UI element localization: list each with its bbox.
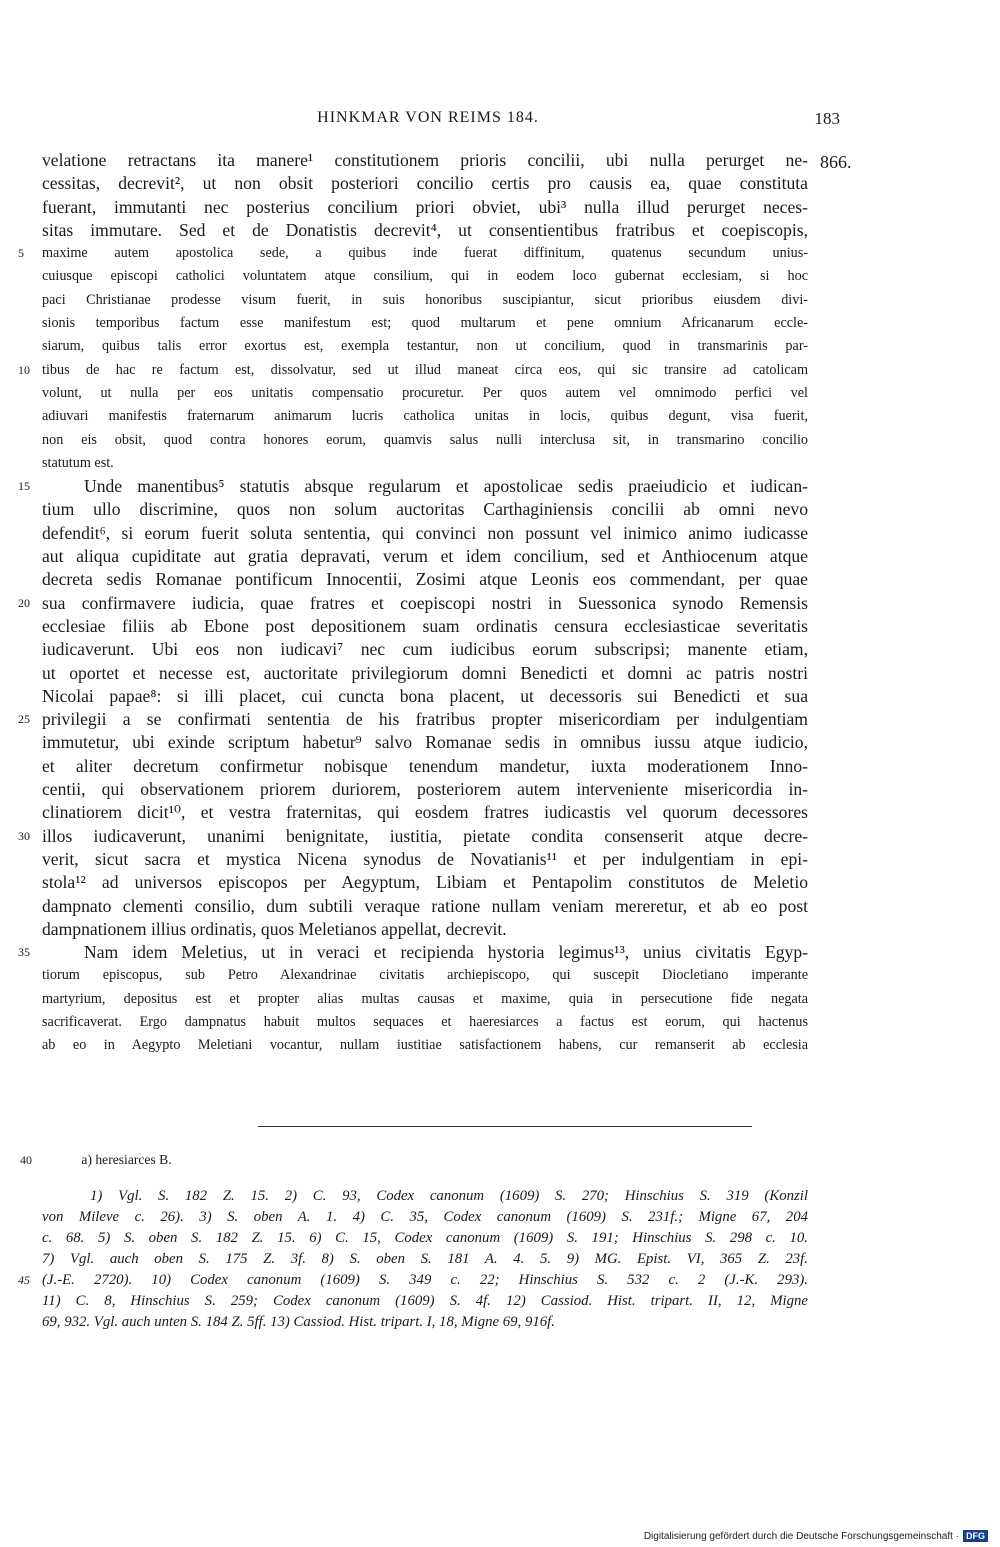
line-number: 45 bbox=[18, 1273, 30, 1287]
line-number: 35 bbox=[18, 945, 30, 960]
digitization-credit bbox=[644, 1530, 988, 1542]
apparatus-note: a) heresiarces B. bbox=[81, 1152, 172, 1167]
text-line: clinatiorem dicit¹⁰, et vestra fraternitas, qui eosdem fratres iudicastis vel quorum decessores bbox=[42, 802, 808, 823]
text-line: tium ullo discrimine, quos non solum auctoritas Carthaginiensis concilii ab omni nevo bbox=[42, 499, 808, 520]
dfg-logo: DFG bbox=[963, 1530, 988, 1542]
text-line: non eis obsit, quod contra honores eorum, quamvis salus nulli interclusa sit, in transmarino concilio bbox=[42, 431, 808, 448]
footnote-line: c. 68. 5) S. oben S. 182 Z. 15. 6) C. 15, Codex canonum (1609) S. 191; Hinschius S. 298 c. 10. bbox=[42, 1230, 808, 1246]
page-number: 183 bbox=[814, 109, 840, 128]
text-line: martyrium, depositus est et propter alias multas causas et maxime, quia in persecutione fide negata bbox=[42, 990, 808, 1007]
line-number: 30 bbox=[18, 828, 30, 843]
text-line: decreta sedis Romanae pontificum Innocentii, Zosimi atque Leonis eos commendant, per quae bbox=[42, 569, 808, 590]
text-line: 5 maxime autem apostolica sede, a quibus inde fuerat diffinitum, quatenus secundum unius- bbox=[42, 242, 808, 265]
line-number: 40 bbox=[20, 1153, 32, 1167]
text-line: sionis temporibus factum esse manifestum est; quod multarum et pene omnium Africanarum eccle- bbox=[42, 315, 808, 332]
text-line: cuiusque episcopi catholici voluntatem atque consilium, qui in eodem loco gubernat ecclesiam, si hoc bbox=[42, 268, 808, 285]
critical-apparatus bbox=[20, 1152, 172, 1168]
footnote-line: 69, 932. Vgl. auch unten S. 184 Z. 5ff. 13) Cassiod. Hist. tripart. I, 18, Migne 69, 916f. bbox=[42, 1314, 555, 1330]
text-line: fuerant, immutanti nec posterius concilium priori obviet, ubi³ nulla illud perurget neces- bbox=[42, 196, 808, 217]
footnote-line: 45 (J.-E. 2720). 10) Codex canonum (1609) S. 349 c. 22; Hinschius S. 532 c. 2 (J.-K. 293). bbox=[42, 1270, 808, 1291]
footnote-line: 11) C. 8, Hinschius S. 259; Codex canonum (1609) S. 4f. 12) Cassiod. Hist. tripart. II, 12, Migne bbox=[42, 1293, 808, 1309]
text-line: 25 privilegii a se confirmati sententia de his fratribus propter misericordiam per indulgentiam bbox=[42, 708, 808, 731]
text-line: aut aliqua cupiditate aut gratia depravati, verum et idem concilium, sed et Anthiocenum atque bbox=[42, 546, 808, 567]
text-line: 30 illos iudicaverunt, unanimi benignitate, iustitia, pietate condita consenserit atque decre- bbox=[42, 825, 808, 848]
text-line: 35 Nam idem Meletius, ut in veraci et recipienda hystoria legimus¹³, unius civitatis Egyp- bbox=[42, 941, 808, 964]
text-line: ab eo in Aegypto Meletiani vocantur, nullam iustitiae satisfactionem habens, cur remanserit ab ecclesia bbox=[42, 1037, 808, 1054]
text-line: 15 Unde manentibus⁵ statutis absque regularum et apostolicae sedis praeiudicio et iudican- bbox=[42, 475, 808, 498]
footnotes bbox=[18, 1186, 808, 1333]
text-line: centii, qui observationem priorem duriorem, posteriorem autem interveniente misericordia in- bbox=[42, 779, 808, 800]
text-line: adiuvari manifestis fraternarum animarum lucris catholica unitas in locis, quibus degunt, visa fuerit, bbox=[42, 408, 808, 425]
text-line: iudicaverunt. Ubi eos non iudicavi⁷ nec cum iudicibus eorum subscripsi; manente etiam, bbox=[42, 639, 808, 660]
text-line: ut oportet et necesse est, auctoritate privilegiorum domni Benedicti et domni ac patris nostri bbox=[42, 662, 808, 683]
line-number: 15 bbox=[18, 479, 30, 494]
text-line: velatione retractans ita manere¹ constitutionem prioris concilii, ubi nulla perurget ne- bbox=[42, 150, 808, 170]
text-line: volunt, ut nulla per eos unitatis compensatio procuretur. Per quos autem vel omnimodo perfici vel bbox=[42, 384, 808, 401]
footnote-line: von Mileve c. 26). 3) S. oben A. 1. 4) C. 35, Codex canonum (1609) S. 231f.; Migne 67, 204 bbox=[42, 1209, 808, 1225]
text-line: paci Christianae prodesse visum fuerit, in suis honoribus suscipiantur, sicut prioribus eiusdem divi- bbox=[42, 291, 808, 308]
text-line: 20 sua confirmavere iudicia, quae fratres et coepiscopi nostri in Suessonica synodo Remensis bbox=[42, 592, 808, 615]
line-number: 10 bbox=[18, 362, 30, 377]
text-line: stola¹² ad universos episcopos per Aegyptum, Libiam et Pentapolim constitutos de Meletio bbox=[42, 872, 808, 893]
line-number: 5 bbox=[18, 246, 24, 261]
line-number: 25 bbox=[18, 712, 30, 727]
text-line: sitas immutare. Sed et de Donatistis decrevit⁴, ut consentientibus fratribus et coepiscopis, bbox=[42, 219, 808, 240]
text-line: cessitas, decrevit², ut non obsit posteriori concilio certis pro causis ea, quae constituta bbox=[42, 173, 808, 194]
footnote-line: 1) Vgl. S. 182 Z. 15. 2) C. 93, Codex canonum (1609) S. 270; Hinschius S. 319 (Konzil bbox=[90, 1188, 808, 1204]
text-line: 10 tibus de hac re factum est, dissolvatur, sed ut illud maneat circa eos, qui sic transire ad catolicam bbox=[42, 359, 808, 382]
line-number: 20 bbox=[18, 595, 30, 610]
text-line: defendit⁶, si eorum fuerit soluta sententia, qui convinci non possunt vel inimico animo iudicasse bbox=[42, 522, 808, 543]
text-line: verit, sicut sacra et mystica Nicena synodus de Novatianis¹¹ et per indulgentiam in epi- bbox=[42, 848, 808, 869]
text-line: statutum est. bbox=[42, 454, 114, 471]
text-line: ecclesiae filiis ab Ebone post depositionem suam ordinatis censura ecclesiasticae severitatis bbox=[42, 615, 808, 636]
margin-year: 866. bbox=[820, 152, 852, 172]
text-line: sacrificaverat. Ergo dampnatus habuit multos sequaces et haeresiarces a factus est eorum, qui hactenus bbox=[42, 1013, 808, 1030]
main-text bbox=[18, 149, 808, 1058]
text-line: Nicolai papae⁸: si illi placet, cui cuncta bona placent, ut decessoris sui Benedicti et sua bbox=[42, 685, 808, 706]
text-line: immutetur, ubi exinde scriptum habetur⁹ salvo Romanae sedis in omnibus iussu atque iudicio, bbox=[42, 732, 808, 753]
text-line: dampnationem illius ordinatis, quos Meletianos appellat, decrevit. bbox=[42, 918, 507, 939]
running-header-title: HINKMAR VON REIMS 184. bbox=[317, 109, 539, 126]
text-line: siarum, quibus talis error exortus est, exempla testantur, non ut concilium, quod in transmarinis par- bbox=[42, 338, 808, 355]
text-line: et aliter decretum confirmetur nobisque tenendum mandetur, iuxta moderationem Inno- bbox=[42, 755, 808, 776]
text-line: tiorum episcopus, sub Petro Alexandrinae civitatis archiepiscopo, qui suscepit Diocletiano imperante bbox=[42, 967, 808, 984]
footnote-line: 7) Vgl. auch oben S. 175 Z. 3f. 8) S. oben S. 181 A. 4. 5. 9) MG. Epist. VI, 365 Z. 23f. bbox=[42, 1251, 808, 1267]
text-line: dampnato clementi consilio, dum subtili veraque ratione nullam veniam mereretur, et ab eo post bbox=[42, 895, 808, 916]
footnote-divider bbox=[258, 1126, 752, 1127]
credit-text: Digitalisierung gefördert durch die Deutsche Forschungsgemeinschaft · bbox=[643, 1530, 959, 1542]
